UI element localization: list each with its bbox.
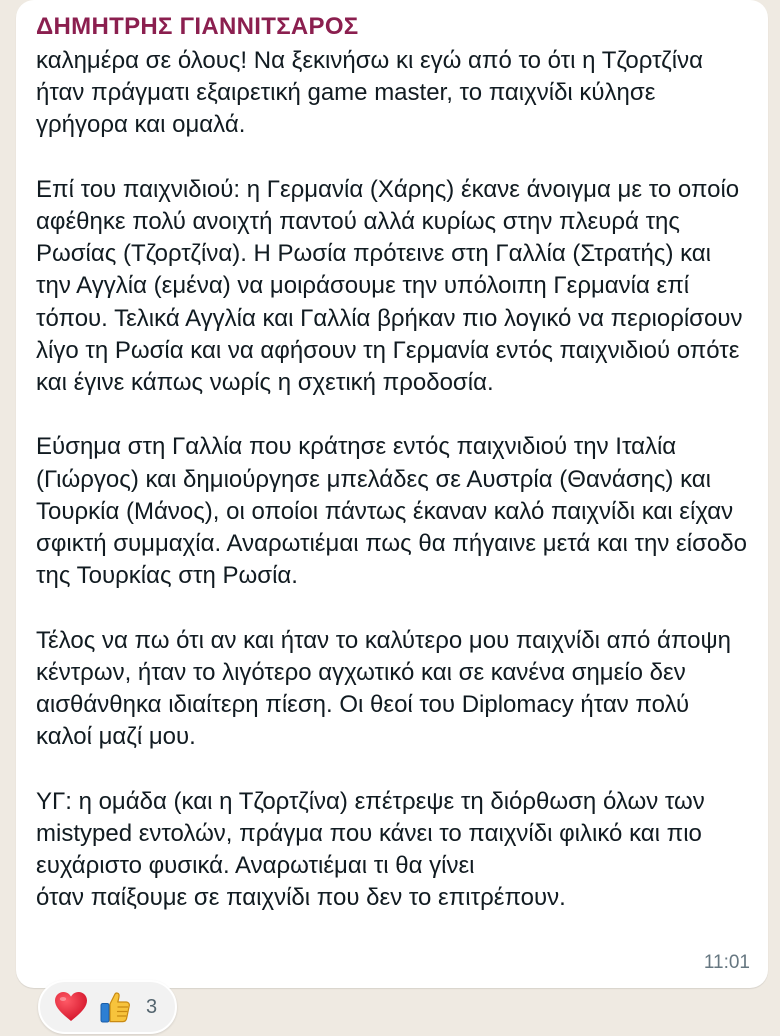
reaction-count: 3 (146, 995, 158, 1018)
heart-icon (54, 991, 88, 1023)
message-line-final: όταν παίξουμε σε παιχνίδι που δεν το επιτρέπουν. (36, 884, 566, 912)
message-bubble[interactable] (16, 0, 768, 988)
message-timestamp: 11:01 (703, 952, 750, 973)
message-text (36, 45, 748, 914)
message-paragraph: Εύσημα στη Γαλλία που κράτησε εντός παιχνιδιού την Ιταλία (Γιώργος) και δημιούργησε μπελάδες σε Αυστρία (Θανάσης) και Τουρκία (Μάνος), οι οποίοι πάντως έκαναν καλό παιχνίδι και είχαν σφικτή συμμαχία. Αναρωτιέμαι πως θα πήγαινε μετά και την είσοδο της Τουρκίας στη Ρωσία. (36, 433, 747, 590)
message-paragraph-last (36, 786, 748, 915)
sender-name[interactable]: ΔΗΜΗΤΡΗΣ ΓΙΑΝΝΙΤΣΑΡΟΣ (36, 13, 359, 40)
thumbs-up-icon (98, 990, 132, 1024)
message-paragraph: Επί του παιχνιδιού: η Γερμανία (Χάρης) έκανε άνοιγμα με το οποίο αφέθηκε πολύ ανοιχτή παντού αλλά κυρίως στην πλευρά της Ρωσίας (Τζορτζίνα). Η Ρωσία πρότεινε στη Γαλλία (Στρατής) και την Αγγλία (εμένα) να μοιράσουμε την υπόλοιπη Γερμανία επί τόπου. Τελικά Αγγλία και Γαλλία βρήκαν πιο λογικό να περιορίσουν λίγο τη Ρωσία και να αφήσουν τη Γερμανία εντός παιχνιδιού οπότε και έγινε κάπως νωρίς η σχετική προδοσία. (36, 175, 743, 397)
message-paragraph: Τέλος να πω ότι αν και ήταν το καλύτερο μου παιχνίδι από άποψη κέντρων, ήταν το λιγότερο αγχωτικό και σε κανένα σημείο δεν αισθάνθηκα ιδιαίτερη πίεση. Οι θεοί του Diplomacy ήταν πολύ καλοί μαζί μου. (36, 626, 731, 751)
reactions-pill[interactable] (38, 980, 177, 1034)
message-line: ΥΓ: η ομάδα (και η Τζορτζίνα) επέτρεψε τη διόρθωση όλων των mistyped εντολών, πράγμα που κάνει το παιχνίδι φιλικό και πιο ευχάριστο φυσικά. Αναρωτιέμαι τι θα γίνει (36, 787, 705, 880)
message-paragraph: καλημέρα σε όλους! Να ξεκινήσω κι εγώ από το ότι η Τζορτζίνα ήταν πράγματι εξαιρετική game master, το παιχνίδι κύλησε γρήγορα και ομαλά. (36, 47, 703, 139)
